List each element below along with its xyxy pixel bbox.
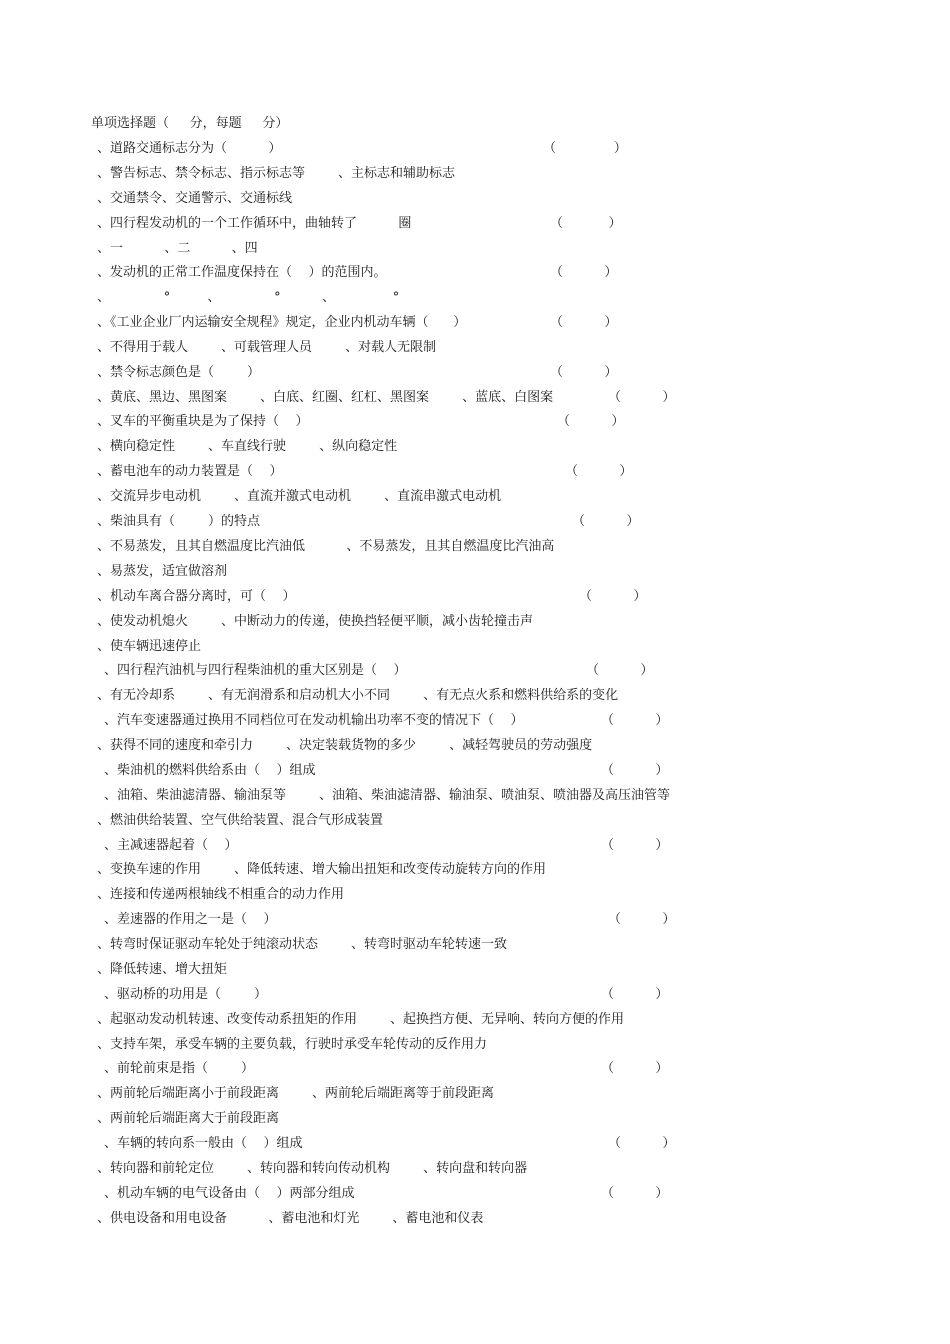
text-line: 、两前轮后端距离小于前段距离 、两前轮后端距离等于前段距离 [97, 1086, 495, 1101]
text-line: 、车辆的转向系一般由（ ）组成 [104, 1136, 303, 1151]
text-line: 单项选择题（ 分，每题 分） [91, 116, 289, 131]
text-line: （ ） [601, 713, 669, 728]
text-line: 、机动车辆的电气设备由（ ）两部分组成 [104, 1186, 355, 1201]
text-line: 、驱动桥的功用是（ ） [104, 987, 268, 1002]
text-line: 、两前轮后端距离大于前段距离 [97, 1111, 280, 1126]
text-line: （ ） [579, 589, 647, 604]
text-line: （ ） [543, 141, 627, 156]
text-line: 、使车辆迅速停止 [97, 639, 202, 654]
text-line: 、起驱动发动机转速、改变传动系扭矩的作用 、起换挡方便、无异响、转向方便的作用 [97, 1012, 625, 1027]
text-line: 、使发动机熄火 、中断动力的传递，使换挡轻便平顺，减小齿轮撞击声 [97, 614, 534, 629]
text-line: 、支持车架，承受车辆的主要负载，行驶时承受车轮传动的反作用力 [97, 1037, 488, 1052]
text-line: 、不得用于载人 、可载管理人员 、对载人无限制 [97, 340, 437, 355]
text-line: （ ） [550, 265, 618, 280]
text-line: 、油箱、柴油滤清器、输油泵等 、油箱、柴油滤清器、输油泵、喷油泵、喷油器及高压油管等 [104, 788, 671, 803]
text-line: 、连接和传递两根轴线不相重合的动力作用 [97, 887, 345, 902]
text-line: 、不易蒸发，且其自燃温度比汽油低 、不易蒸发，且其自燃温度比汽油高 [97, 539, 555, 554]
text-line: 、交流异步电动机 、直流并激式电动机 、直流串激式电动机 [97, 489, 502, 504]
text-line: 、柴油机的燃料供给系由（ ）组成 [104, 763, 316, 778]
text-line: （ ） [572, 514, 640, 529]
text-line: （ ） [550, 365, 618, 380]
text-line: 、蓄电池车的动力装置是（ ） [97, 464, 283, 479]
text-line: （ ） [601, 987, 669, 1002]
text-line: 、叉车的平衡重块是为了保持（ ） [97, 414, 309, 429]
text-line: 、转弯时保证驱动车轮处于纯滚动状态 、转弯时驱动车轮转速一致 [97, 937, 508, 952]
text-line: 、汽车变速器通过换用不同档位可在发动机输出功率不变的情况下（ ） [104, 713, 524, 728]
text-line: 、柴油具有（ ）的特点 [97, 514, 261, 529]
text-line: 、易蒸发，适宜做溶剂 [97, 564, 228, 579]
text-line: 、四行程汽油机与四行程柴油机的重大区别是（ ） [104, 663, 407, 678]
text-line: 、发动机的正常工作温度保持在（ ）的范围内。 [97, 265, 387, 280]
text-line: 、禁令标志颜色是（ ） [97, 365, 261, 380]
text-line: 、燃油供给装置、空气供给装置、混合气形成装置 [97, 813, 384, 828]
text-line: 、转向器和前轮定位 、转向器和转向传动机构 、转向盘和转向器 [97, 1161, 528, 1176]
text-line: 、交通禁令、交通警示、交通标线 [97, 191, 293, 206]
text-line: 、差速器的作用之一是（ ） [104, 912, 277, 927]
text-line: 、供电设备和用电设备 、蓄电池和灯光 、蓄电池和仪表 [97, 1211, 484, 1226]
text-line: 、道路交通标志分为（ ） [97, 141, 282, 156]
text-line: （ ） [601, 763, 669, 778]
text-line: 、一 、二 、四 [97, 241, 258, 256]
text-line: 、获得不同的速度和牵引力 、决定装载货物的多少 、减轻驾驶员的劳动强度 [97, 738, 593, 753]
text-line: 、变换车速的作用 、降低转速、增大输出扭矩和改变传动旋转方向的作用 [97, 862, 547, 877]
text-line: （ ） [608, 912, 676, 927]
text-line: 、 ° 、 ° 、 ° [97, 290, 400, 305]
text-line: 、降低转速、增大扭矩 [97, 962, 228, 977]
text-line: 、前轮前束是指（ ） [104, 1061, 255, 1076]
text-line: （ ） [601, 838, 669, 853]
text-line: （ ） [608, 390, 676, 405]
text-line: （ ） [608, 1136, 676, 1151]
text-line: 、横向稳定性 、车直线行驶 、纵向稳定性 [97, 439, 398, 454]
text-line: （ ） [565, 464, 633, 479]
text-line: （ ） [550, 315, 618, 330]
text-line: 、警告标志、禁令标志、指示标志等 、主标志和辅助标志 [97, 166, 456, 181]
text-line: （ ） [601, 1061, 669, 1076]
text-line: 、黄底、黑边、黑图案 、白底、红圈、红杠、黑图案 、蓝底、白图案 [97, 390, 554, 405]
text-line: （ ） [550, 216, 622, 231]
text-line: 、有无冷却系 、有无润滑系和启动机大小不同 、有无点火系和燃料供给系的变化 [97, 688, 619, 703]
text-line: （ ） [557, 414, 625, 429]
text-line: 、机动车离合器分离时，可（ ） [97, 589, 296, 604]
text-line: （ ） [601, 1186, 669, 1201]
text-line: 、主减速器起着（ ） [104, 838, 238, 853]
text-line: （ ） [586, 663, 654, 678]
text-line: 、《工业企业厂内运输安全规程》规定，企业内机动车辆（ ） [97, 315, 467, 330]
text-line: 、四行程发动机的一个工作循环中，曲轴转了 圈 [97, 216, 412, 231]
